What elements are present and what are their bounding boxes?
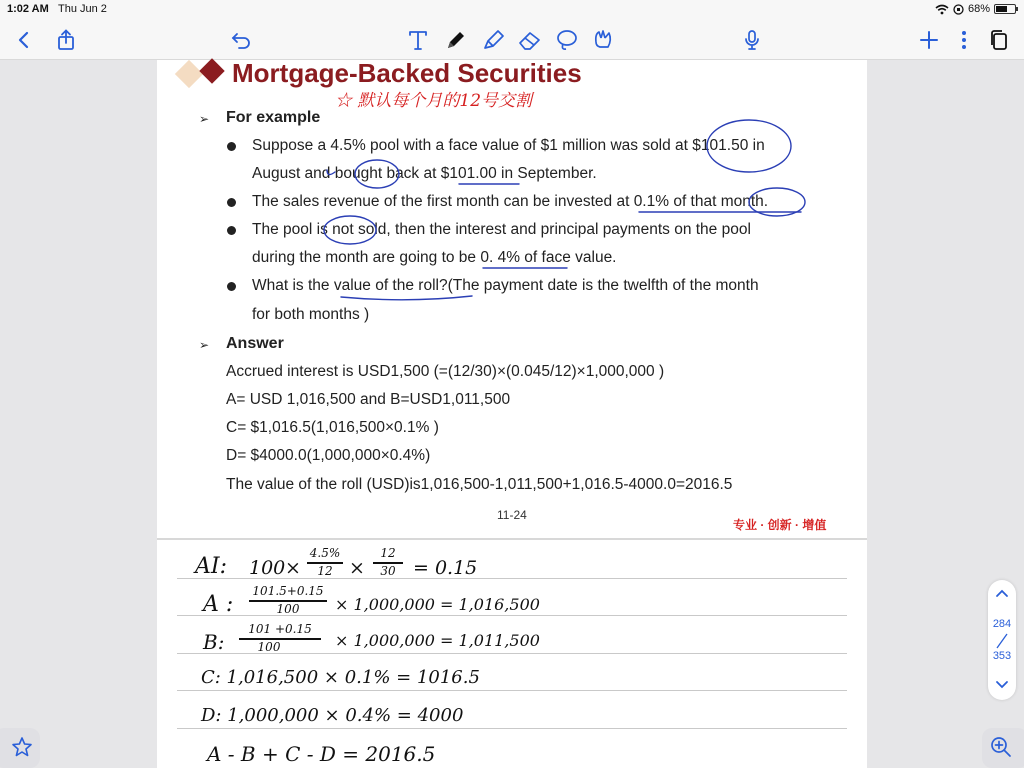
note-ai-num-2: 12 [380,546,396,560]
title-diamond-icon [199,58,224,83]
text-tool-icon [407,29,429,51]
answer-line-4: D= $4000.0(1,000,000×0.4%) [226,447,431,464]
zoom-button[interactable] [982,728,1024,768]
note-a-numerator: 101.5+0.15 [252,584,324,598]
answer-line-1: Accrued interest is USD1,500 (=(12/30)×(0.045/12)×1,000,000 ) [226,363,665,380]
shapes-icon [591,28,615,52]
status-right [935,3,1016,15]
bullet-3-line-1: The pool is not sold, then the interest and principal payments on the pool [252,221,751,238]
note-ai-times-2: × [349,557,365,579]
document-page[interactable] [157,60,867,768]
eraser-button[interactable] [516,26,544,54]
note-ai-result: = 0.15 [413,557,478,579]
bullet-1-line-2: August and bought back at $101.00 in September. [252,165,597,182]
answer-line-5: The value of the roll (USD)is1,016,500-1,011,500+1,016.5-4000.0=2016.5 [226,476,733,493]
note-ai-label: AI: [195,554,227,579]
title-decoration [175,60,203,88]
note-ai-num-1: 4.5% [309,546,341,560]
note-b-numerator: 101 +0.15 [248,622,312,636]
note-a-denominator: 100 [276,602,300,616]
bullet-4-line-2: for both months ) [252,306,370,323]
pages-icon [989,29,1009,51]
add-page-icon [919,30,939,50]
microphone-button[interactable] [738,26,766,54]
bullet-2-line-1: The sales revenue of the first month can be invested at 0.1% of that month. [252,193,769,210]
lasso-icon [555,28,579,52]
shapes-button[interactable] [589,26,617,54]
undo-icon [231,30,253,50]
eraser-icon [517,29,543,51]
favorite-button[interactable] [0,728,40,768]
bullet-4-line-1: What is the value of the roll?(The payment date is the twelfth of the month [252,277,759,294]
toolbar [0,20,1024,60]
page-down-icon[interactable] [995,680,1009,690]
ink-underline-roll [341,296,472,300]
note-d-line: D: 1,000,000 × 0.4% = 4000 [201,705,464,726]
ruled-line [177,690,847,691]
undo-button[interactable] [228,26,256,54]
bullet-dot [227,142,236,151]
heading-arrow-icon: ➢ [199,338,210,352]
handwritten-note: ☆ 默认每个月的12号交割 [335,91,533,111]
battery-icon [994,4,1016,14]
back-button[interactable] [10,26,38,54]
status-bar [0,0,1024,20]
highlighter-button[interactable] [480,26,508,54]
slide-title: Mortgage-Backed Securities [232,58,582,88]
bullet-dot [227,226,236,235]
zoom-in-icon [990,736,1012,758]
orientation-lock-icon [953,4,964,15]
share-icon [56,29,76,51]
handwritten-notes [157,540,867,768]
add-page-button[interactable] [915,26,943,54]
ruled-line [177,728,847,729]
heading-example: For example [226,109,321,126]
bullet-dot [227,282,236,291]
note-a-label: A : [203,592,234,617]
note-ai-value: 100 [249,557,286,579]
star-icon [11,736,33,758]
note-b-denominator: 100 [257,640,281,654]
page-navigator[interactable] [988,580,1016,700]
note-ai-den-2: 30 [380,564,396,578]
brand-slogan: 专业 · 创新 · 增值 [733,518,827,532]
more-button[interactable] [950,26,978,54]
answer-line-2: A= USD 1,016,500 and B=USD1,011,500 [226,391,511,408]
bullet-3-line-2: during the month are going to be 0. 4% of face value. [252,249,617,266]
share-button[interactable] [52,26,80,54]
ink-annotations [157,60,867,538]
bullet-dot [227,198,236,207]
bullet-1-line-1: Suppose a 4.5% pool with a face value of $1 million was sold at $101.50 in [252,137,765,154]
slide-page-number: 11-24 [497,508,527,522]
note-a-result: × 1,000,000 = 1,016,500 [335,595,540,614]
highlighter-icon [482,29,506,51]
more-icon [961,30,967,50]
pages-button[interactable] [985,26,1013,54]
wifi-icon [935,4,949,15]
total-pages: 353 [992,650,1012,662]
heading-answer: Answer [226,335,284,352]
pen-tool-button[interactable] [442,26,470,54]
heading-arrow-icon: ➢ [199,112,210,126]
note-final-line: A - B + C - D = 2016.5 [207,742,436,766]
text-tool-button[interactable] [404,26,432,54]
page-up-icon[interactable] [995,588,1009,598]
page-divider-slash [995,633,1009,649]
current-page: 284 [992,618,1012,630]
note-b-label: B: [203,630,225,654]
note-ai-den-1: 12 [317,564,333,578]
back-icon [16,30,32,50]
note-ai-times-1: × [285,557,301,579]
answer-line-3: C= $1,016.5(1,016,500×0.1% ) [226,419,439,436]
battery-percent: 68% [967,3,990,15]
slide [157,60,867,538]
note-c-line: C: 1,016,500 × 0.1% = 1016.5 [201,667,480,688]
lasso-button[interactable] [553,26,581,54]
microphone-icon [743,29,761,51]
pen-tool-icon [445,29,467,51]
note-b-result: × 1,000,000 = 1,011,500 [335,631,540,650]
status-time: 1:02 AM [7,3,49,15]
status-date: Thu Jun 2 [58,3,107,15]
